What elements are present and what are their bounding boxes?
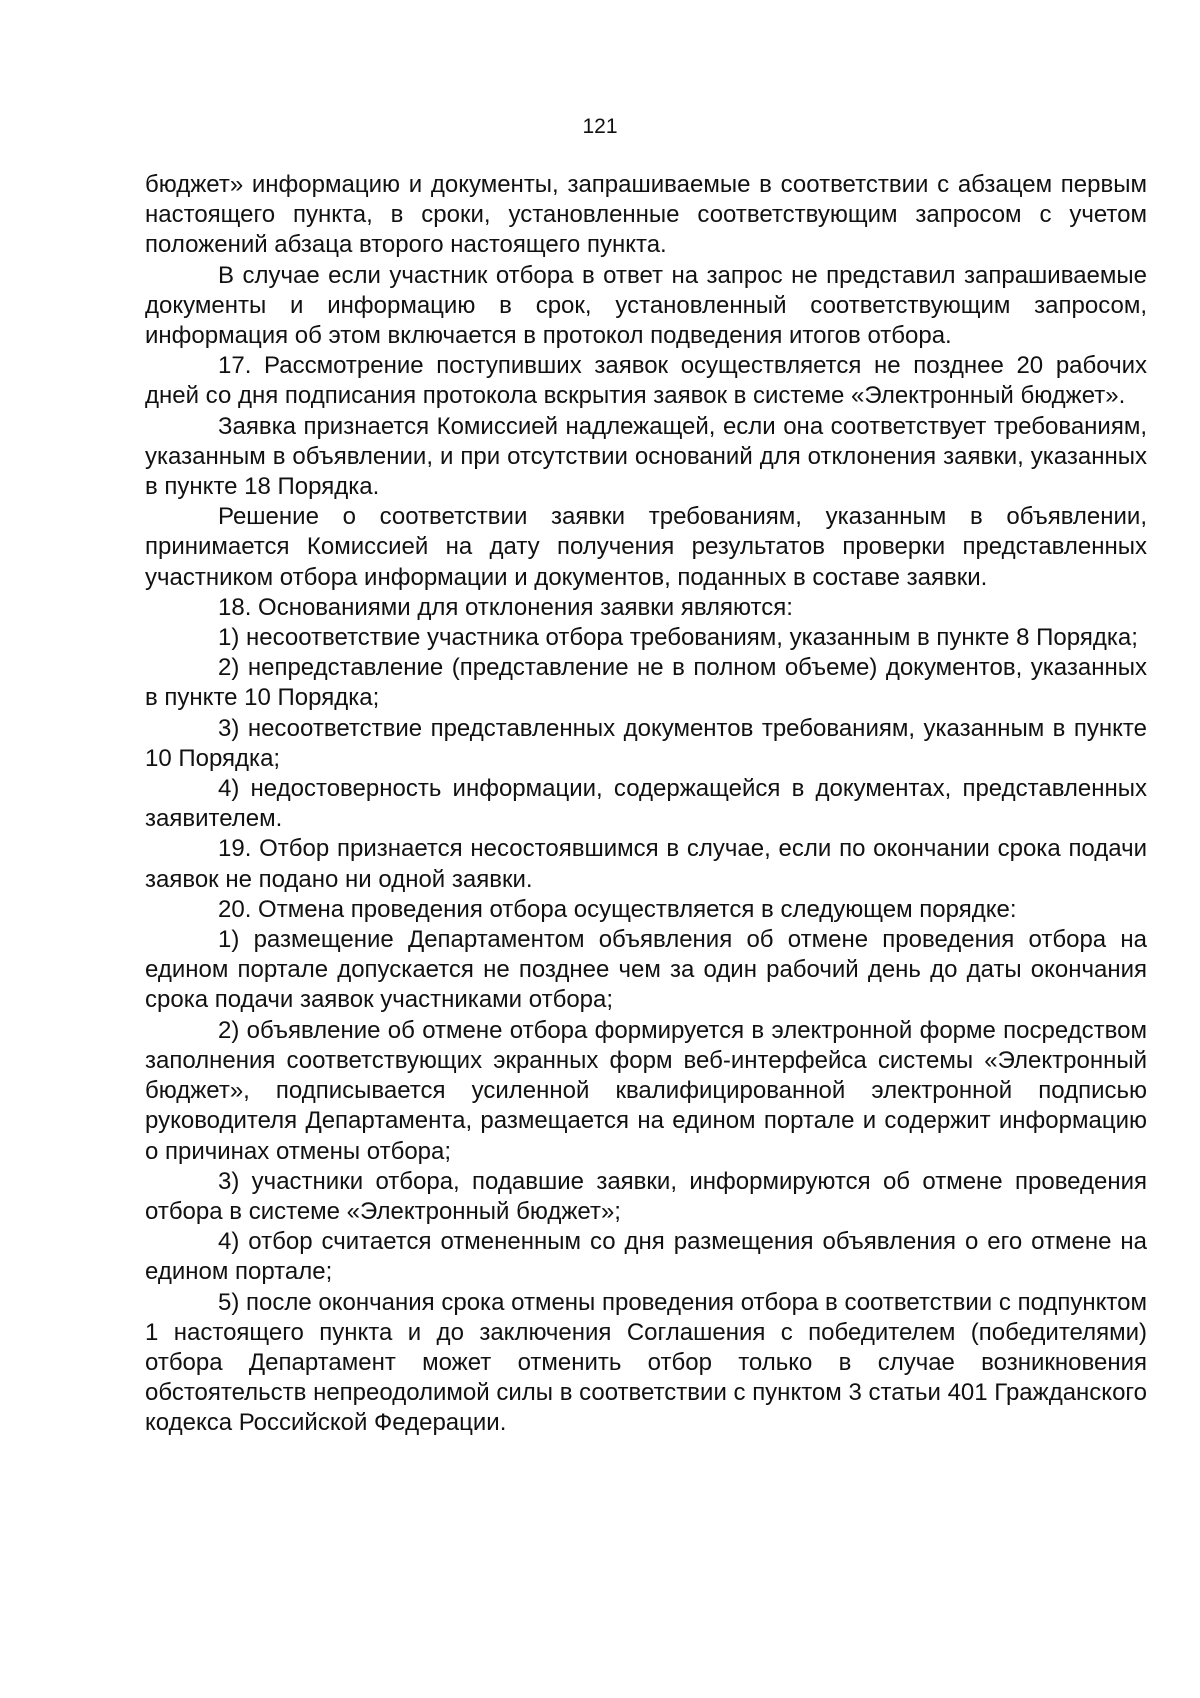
paragraph: 1) размещение Департаментом объявления об отмене проведения отбора на едином портале допускается не позднее чем за один рабочий день до даты окончания срока подачи заявок участниками отбора; <box>145 926 1147 1014</box>
paragraph: 19. Отбор признается несостоявшимся в случае, если по окончании срока подачи заявок не подано ни одной заявки. <box>145 835 1147 893</box>
paragraph: 2) объявление об отмене отбора формируется в электронной форме посредством заполнения соответствующих экранных форм веб-интерфейса системы «Электронный бюджет», подписывается усиленной квалифицированной электронной подписью руководителя Департамента, размещается на едином портале и содержит информацию о причинах отмены отбора; <box>145 1016 1147 1165</box>
paragraph: 2) непредставление (представление не в полном объеме) документов, указанных в пункте 10 Порядка; <box>145 654 1147 712</box>
page-number: 121 <box>582 115 618 138</box>
paragraph: Решение о соответствии заявки требованиям, указанным в объявлении, принимается Комиссией на дату получения результатов проверки представленных участником отбора информации и документов, поданных в составе заявки. <box>145 503 1147 591</box>
paragraph: 20. Отмена проведения отбора осуществляется в следующем порядке: <box>218 895 1017 923</box>
paragraph: 4) отбор считается отмененным со дня размещения объявления о его отмене на едином портале; <box>145 1228 1147 1286</box>
paragraph: 3) несоответствие представленных документов требованиям, указанным в пункте 10 Порядка; <box>145 714 1147 772</box>
paragraph: Заявка признается Комиссией надлежащей, если она соответствует требованиям, указанным в объявлении, и при отсутствии оснований для отклонения заявки, указанных в пункте 18 Порядка. <box>145 412 1147 501</box>
paragraph: 18. Основаниями для отклонения заявки являются: <box>218 593 793 621</box>
paragraph: 4) недостоверность информации, содержащейся в документах, представленных заявителем. <box>145 775 1147 833</box>
paragraph: В случае если участник отбора в ответ на запрос не представил запрашиваемые документы и информацию в срок, установленный соответствующим запросом, информация об этом включается в протокол подведения итогов отбора. <box>145 261 1147 350</box>
paragraph: бюджет» информацию и документы, запрашиваемые в соответствии с абзацем первым настоящего пункта, в сроки, установленные соответствующим запросом с учетом положений абзаца второго настоящего пункта. <box>145 171 1147 259</box>
paragraph: 17. Рассмотрение поступивших заявок осуществляется не позднее 20 рабочих дней со дня подписания протокола вскрытия заявок в системе «Электронный бюджет». <box>145 352 1147 410</box>
paragraph: 5) после окончания срока отмены проведения отбора в соответствии с подпунктом 1 настоящего пункта и до заключения Соглашения с победителем (победителями) отбора Департамент может отменить отбор только в случае возникновения обстоятельств непреодолимой силы в соответствии с пунктом 3 статьи 401 Гражданского кодекса Российской Федерации. <box>145 1288 1147 1437</box>
paragraph: 3) участники отбора, подавшие заявки, информируются об отмене проведения отбора в системе «Электронный бюджет»; <box>145 1167 1147 1225</box>
document-body <box>145 170 1147 1439</box>
paragraph: 1) несоответствие участника отбора требованиям, указанным в пункте 8 Порядка; <box>218 624 1138 652</box>
